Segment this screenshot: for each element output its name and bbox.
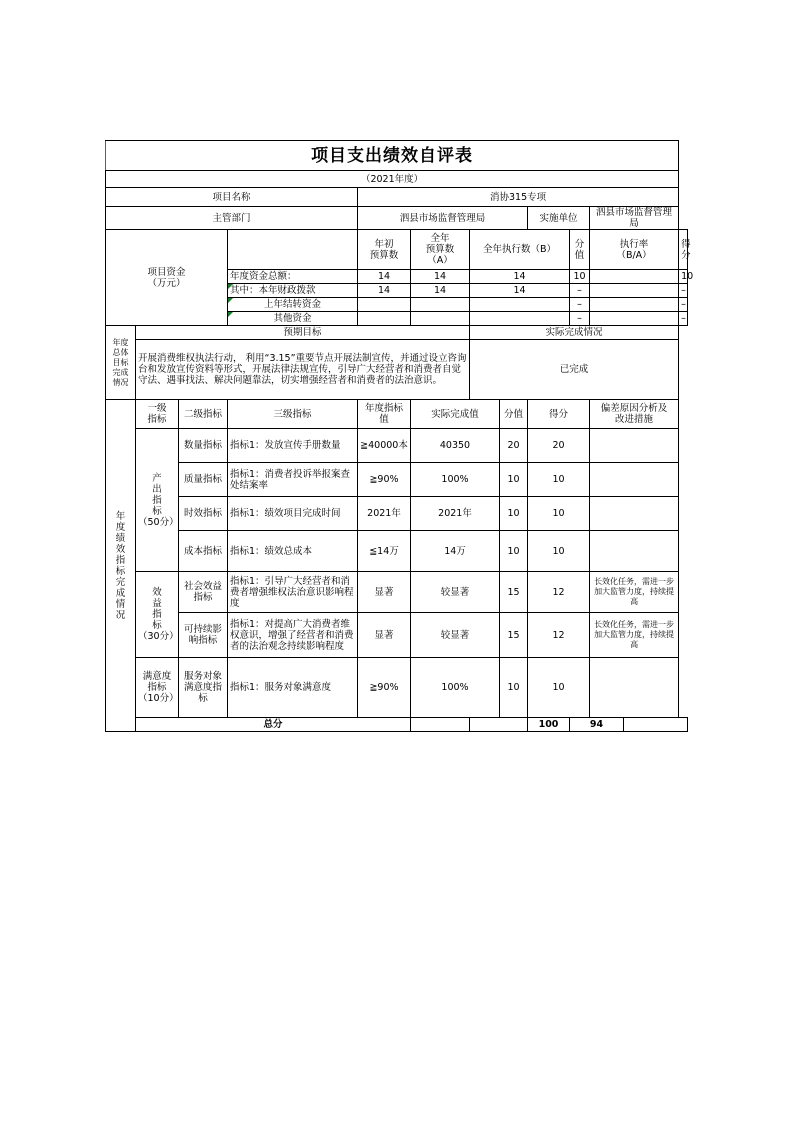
funds-header-initial: 年初 预算数 — [358, 230, 411, 270]
total-blank — [411, 718, 470, 732]
indicator-l3: 指标1：绩效总成本 — [228, 531, 358, 572]
goals-expected-text: 开展消费维权执法行动， 利用“3.15”重要节点开展法制宣传，并通过设立咨询台和发放宣传资料等形式，开展法律法规宣传，引导广大经营者和消费者自觉守法、遇事找法、解决问题靠法，切实增强经营者和消费者的法治意识。 — [136, 340, 470, 400]
funds-header-score-value: 分值 — [570, 230, 590, 270]
indicator-actual: 100% — [411, 658, 500, 718]
indicator-remark — [590, 463, 679, 497]
funds-row-initial — [358, 312, 411, 326]
indicator-score-value: 10 — [500, 531, 528, 572]
indicator-l3: 指标1：服务对象满意度 — [228, 658, 358, 718]
indicator-actual: 14万 — [411, 531, 500, 572]
impl-unit-value: 泗县市场监督管理局 — [590, 207, 679, 230]
indicator-target: ≧90% — [358, 658, 411, 718]
indicators-header-l2: 二级指标 — [179, 400, 228, 429]
goals-actual-header: 实际完成情况 — [470, 326, 679, 340]
indicator-score: 10 — [528, 658, 590, 718]
project-name-value: 消协315专项 — [358, 188, 679, 207]
funds-row-name: 上年结转资金 — [228, 298, 358, 312]
indicator-target: ≧40000本 — [358, 429, 411, 463]
indicator-actual: 2021年 — [411, 497, 500, 531]
total-score: 94 — [570, 718, 624, 732]
indicator-target: ≧90% — [358, 463, 411, 497]
funds-header-full: 全年 预算数 （A） — [411, 230, 470, 270]
dept-label: 主管部门 — [106, 207, 358, 230]
indicator-score: 10 — [528, 463, 590, 497]
funds-header-rate: 执行率 （B/A） — [590, 230, 679, 270]
form-title: 项目支出绩效自评表 — [106, 141, 679, 171]
funds-row-full — [411, 312, 470, 326]
indicator-remark: 长效化任务，需进一步加大监管力度，持续提高 — [590, 613, 679, 658]
funds-row-initial — [358, 298, 411, 312]
indicator-score: 12 — [528, 613, 590, 658]
funds-row-score-value: – — [570, 312, 590, 326]
indicators-header-l1: 一级 指标 — [136, 400, 179, 429]
indicator-l3: 指标1：消费者投诉举报案查处结案率 — [228, 463, 358, 497]
indicators-header-score-value: 分值 — [500, 400, 528, 429]
funds-header-score: 得分 — [679, 230, 688, 270]
indicator-target: 2021年 — [358, 497, 411, 531]
indicator-remark — [590, 497, 679, 531]
indicator-remark — [590, 658, 679, 718]
funds-row-score: 10 — [679, 270, 688, 284]
indicator-group-label: 满意度 指标 （10分） — [136, 658, 179, 718]
funds-row-initial: 14 — [358, 284, 411, 298]
indicator-actual: 100% — [411, 463, 500, 497]
indicator-target: 显著 — [358, 572, 411, 613]
funds-row-score-value: – — [570, 284, 590, 298]
indicator-score: 10 — [528, 531, 590, 572]
goals-actual-text: 已完成 — [470, 340, 679, 400]
indicator-l2: 成本指标 — [179, 531, 228, 572]
funds-row-full: 14 — [411, 284, 470, 298]
indicator-score-value: 10 — [500, 463, 528, 497]
indicators-header-score: 得分 — [528, 400, 590, 429]
indicator-actual: 较显著 — [411, 613, 500, 658]
funds-row-rate — [590, 270, 679, 284]
funds-header-blank — [228, 230, 358, 270]
indicator-l2: 可持续影 响指标 — [179, 613, 228, 658]
funds-row-score: – — [679, 312, 688, 326]
indicator-l2: 数量指标 — [179, 429, 228, 463]
funds-row-score-value: 10 — [570, 270, 590, 284]
funds-row-name: 其他资金 — [228, 312, 358, 326]
form-year: （2021年度） — [106, 171, 679, 188]
indicator-actual: 较显著 — [411, 572, 500, 613]
indicator-remark — [590, 531, 679, 572]
indicator-score-value: 10 — [500, 658, 528, 718]
impl-unit-label: 实施单位 — [528, 207, 590, 230]
funds-row-rate — [590, 298, 679, 312]
dept-value: 泗县市场监督管理局 — [358, 207, 528, 230]
funds-row-score-value: – — [570, 298, 590, 312]
indicator-score: 10 — [528, 497, 590, 531]
indicator-target: 显著 — [358, 613, 411, 658]
indicator-l3: 指标1：对提高广大消费者维权意识，增强了经营者和消费者的法治观念持续影响程度 — [228, 613, 358, 658]
funds-row-exec — [470, 298, 570, 312]
indicator-score-value: 15 — [500, 613, 528, 658]
indicator-group-label: 产 出 指 标 （50分） — [136, 429, 179, 572]
indicator-l2: 质量指标 — [179, 463, 228, 497]
indicator-group-label: 效 益 指 标 （30分） — [136, 572, 179, 658]
total-blank — [624, 718, 688, 732]
indicator-l2: 社会效益 指标 — [179, 572, 228, 613]
funds-row-name: 年度资金总额： — [228, 270, 358, 284]
indicator-l2: 时效指标 — [179, 497, 228, 531]
indicator-l3: 指标1：发放宣传手册数量 — [228, 429, 358, 463]
funds-row-rate — [590, 312, 679, 326]
total-label: 总分 — [136, 718, 411, 732]
indicator-l3: 指标1：绩效项目完成时间 — [228, 497, 358, 531]
indicator-score-value: 20 — [500, 429, 528, 463]
indicators-section-label: 年 度 绩 效 指 标 完 成 情 况 — [106, 400, 136, 732]
funds-row-name: 其中：本年财政拨款 — [228, 284, 358, 298]
indicators-header-remark: 偏差原因分析及 改进措施 — [590, 400, 679, 429]
funds-row-exec: 14 — [470, 270, 570, 284]
indicator-score: 20 — [528, 429, 590, 463]
funds-row-score: – — [679, 284, 688, 298]
total-score-value: 100 — [528, 718, 570, 732]
indicator-score: 12 — [528, 572, 590, 613]
funds-header-exec: 全年执行数（B） — [470, 230, 570, 270]
indicators-header-actual: 实际完成值 — [411, 400, 500, 429]
funds-row-score: – — [679, 298, 688, 312]
performance-evaluation-table — [105, 140, 694, 732]
indicator-score-value: 10 — [500, 497, 528, 531]
funds-row-exec — [470, 312, 570, 326]
indicator-l3: 指标1：引导广大经营者和消费者增强维权法治意识影响程度 — [228, 572, 358, 613]
indicators-header-target: 年度指标 值 — [358, 400, 411, 429]
funds-row-rate — [590, 284, 679, 298]
project-name-label: 项目名称 — [106, 188, 358, 207]
goals-expected-header: 预期目标 — [136, 326, 470, 340]
funds-label: 项目资金 （万元） — [106, 230, 228, 326]
indicator-actual: 40350 — [411, 429, 500, 463]
indicator-remark: 长效化任务，需进一步加大监管力度，持续提高 — [590, 572, 679, 613]
goals-label: 年度 总体 目标 完成 情况 — [106, 326, 136, 400]
indicator-l2: 服务对象 满意度指 标 — [179, 658, 228, 718]
funds-row-full — [411, 298, 470, 312]
funds-row-initial: 14 — [358, 270, 411, 284]
total-blank — [470, 718, 528, 732]
indicators-header-l3: 三级指标 — [228, 400, 358, 429]
funds-row-full: 14 — [411, 270, 470, 284]
indicator-score-value: 15 — [500, 572, 528, 613]
indicator-target: ≦14万 — [358, 531, 411, 572]
funds-row-exec: 14 — [470, 284, 570, 298]
indicator-remark — [590, 429, 679, 463]
